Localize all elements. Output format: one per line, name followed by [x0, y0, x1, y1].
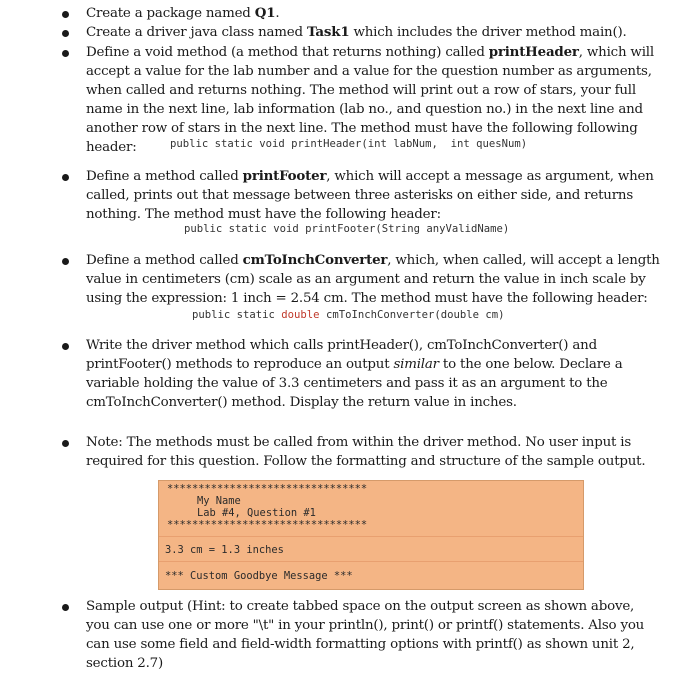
- bullet-icon: [62, 440, 69, 447]
- output-divider: [159, 561, 583, 562]
- sample-output-box: [158, 480, 584, 590]
- note-paragraph: Note: The methods must be called from within the driver method. No user input is required for this question. Follow the formatting and structure of the sample output.: [86, 435, 646, 469]
- instruction-cm-to-inch: Define a method called cmToInchConverter, which, when called, will accept a length value in centimeters (cm) scale as an argument and return the value in inch scale by using the expression: 1 inch = 2.54 cm. The method must have the following header:: [86, 252, 660, 306]
- bullet-icon: [62, 604, 69, 611]
- output-footer: *** Custom Goodbye Message ***: [165, 570, 353, 582]
- bullet-icon: [62, 174, 69, 181]
- bullet-icon: [62, 258, 69, 265]
- print-header-signature: public static void printHeader(int labNum, int quesNum): [170, 138, 528, 150]
- instruction-print-header: Define a void method (a method that returns nothing) called printHeader, which will accept a value for the lab number and a value for the question number as arguments, when called and returns nothing. The method will print out a row of stars, your full name in the next line, lab information (lab no., and question no.) in the next line and another row of stars in the next line. The method must have the following following header:: [86, 44, 654, 155]
- output-divider: [159, 536, 583, 537]
- output-conversion: 3.3 cm = 1.3 inches: [165, 544, 284, 556]
- instruction-print-footer: Define a method called printFooter, which will accept a message as argument, when called, prints out that message between three asterisks on either side, and returns nothing. The method must have the following header:: [86, 168, 654, 222]
- cm-to-inch-signature: public static double cmToInchConverter(double cm): [192, 309, 505, 321]
- bullet-icon: [62, 50, 69, 57]
- output-lab-info: Lab #4, Question #1: [197, 507, 316, 519]
- bullet-icon: [62, 30, 69, 37]
- print-footer-signature: public static void printFooter(String anyValidName): [184, 223, 510, 235]
- bullet-icon: [62, 11, 69, 18]
- output-stars-top: ********************************: [167, 483, 368, 495]
- sample-output-hint: Sample output (Hint: to create tabbed space on the output screen as shown above, you can use one or more "\t" in your println(), print() or printf() statements. Also you can use some field and field-width formatting options with printf() as shown unit 2, section 2.7): [86, 599, 645, 671]
- output-stars-bottom: ********************************: [167, 519, 368, 531]
- output-name: My Name: [197, 495, 241, 507]
- instruction-create-class: Create a driver java class named Task1 which includes the driver method main().: [86, 24, 627, 40]
- bullet-icon: [62, 343, 69, 350]
- instruction-create-package: Create a package named Q1.: [86, 5, 280, 21]
- instruction-driver-method: Write the driver method which calls printHeader(), cmToInchConverter() and printFooter() methods to reproduce an output similar to the one below. Declare a variable holding the value of 3.3 centimeters and pass it as an argument to the cmToInchConverter() method. Display the return value in inches.: [86, 338, 623, 410]
